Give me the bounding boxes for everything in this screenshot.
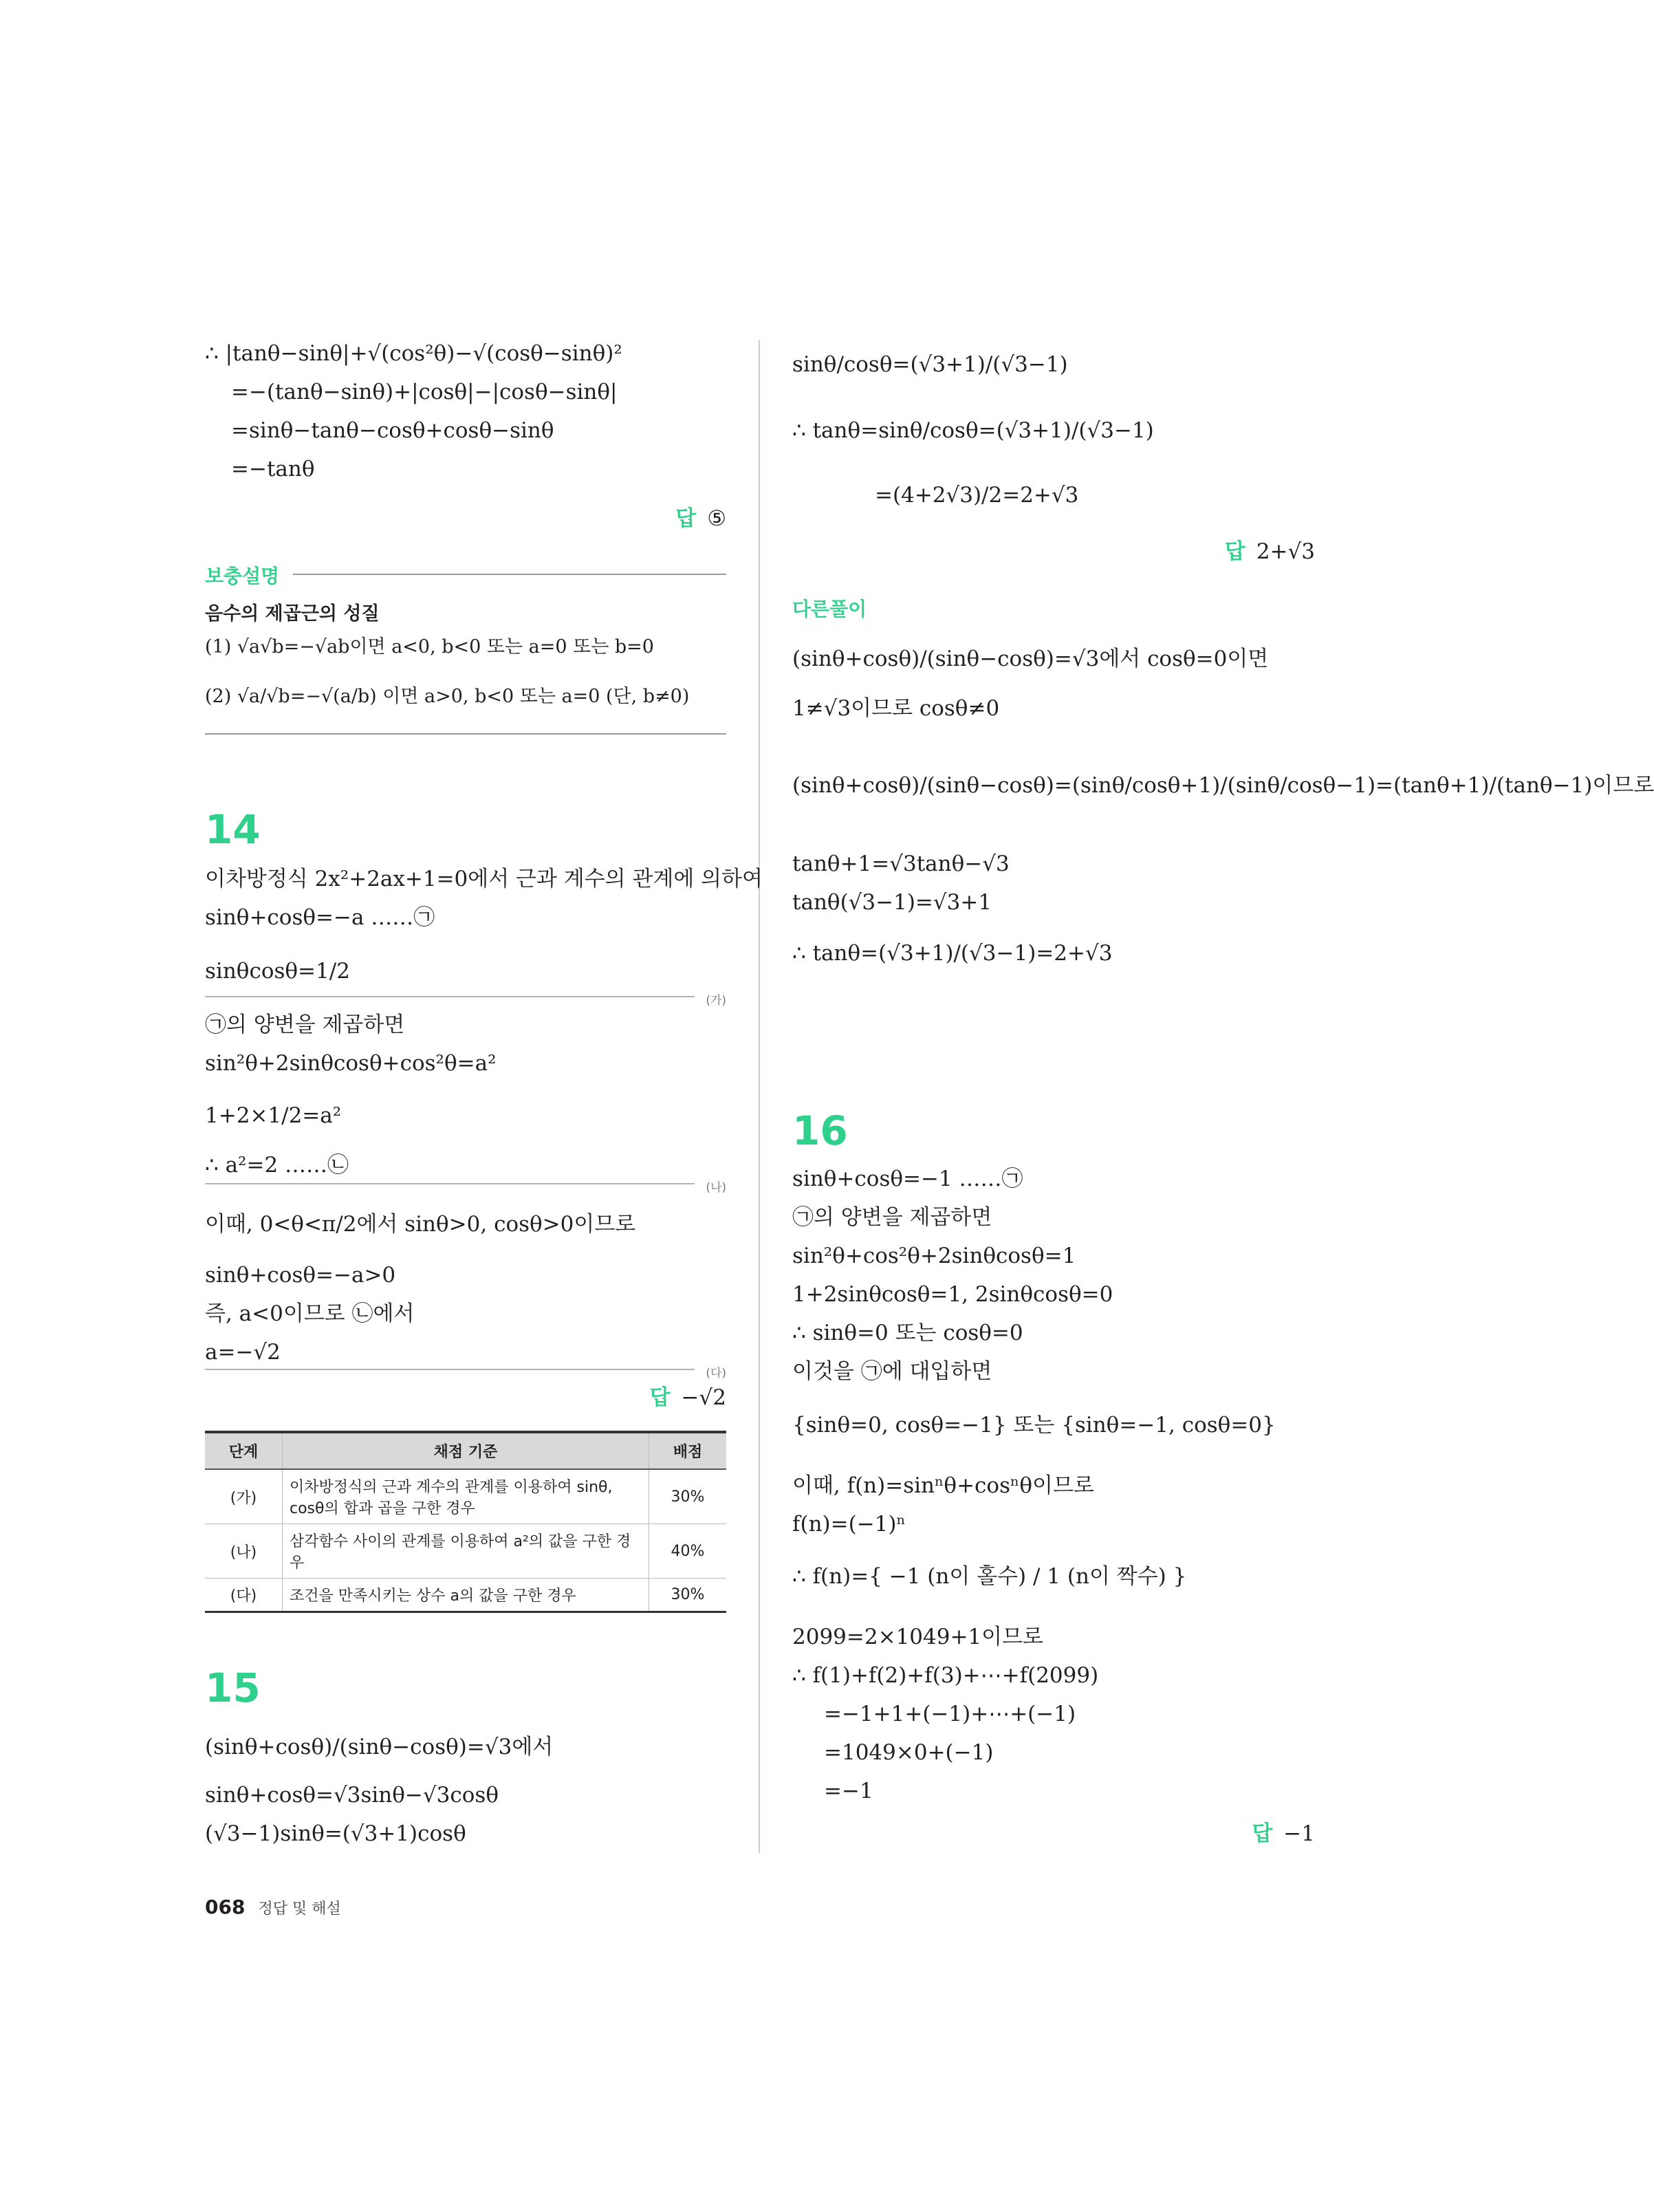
- table-row: [205, 1579, 726, 1612]
- table-cell: (가): [205, 1469, 283, 1524]
- eq-line: (√3−1)sinθ=(√3+1)cosθ: [205, 1821, 466, 1846]
- step-mark: (가): [706, 994, 726, 1008]
- table-cell: (나): [205, 1524, 283, 1579]
- eq-line: tanθ(√3−1)=√3+1: [792, 890, 992, 915]
- eq-line: 이차방정식 2x²+2ax+1=0에서 근과 계수의 관계에 의하여: [205, 867, 763, 891]
- supplement-header: 보충설명: [205, 565, 280, 587]
- eq-line: =−(tanθ−sinθ)+|cosθ|−|cosθ−sinθ|: [231, 380, 618, 404]
- table-cell: 삼각함수 사이의 관계를 이용하여 a²의 값을 구한 경우: [283, 1524, 649, 1579]
- eq-line: =−1+1+(−1)+⋯+(−1): [824, 1702, 1076, 1726]
- column-header: 배점: [649, 1432, 727, 1469]
- eq-line: {sinθ=0, cosθ=−1} 또는 {sinθ=−1, cosθ=0}: [792, 1413, 1276, 1438]
- eq-line: =sinθ−tanθ−cosθ+cosθ−sinθ: [231, 418, 554, 443]
- eq-line: sinθ+cosθ=−a>0: [205, 1263, 396, 1288]
- eq-line: ∴ tanθ=(√3+1)/(√3−1)=2+√3: [792, 941, 1113, 966]
- eq-line: (sinθ+cosθ)/(sinθ−cosθ)=√3에서 cosθ=0이면: [792, 647, 1269, 671]
- table-cell: 조건을 만족시키는 상수 a의 값을 구한 경우: [283, 1579, 649, 1612]
- step-rule: [205, 1183, 695, 1184]
- eq-line: sinθcosθ=1/2: [205, 959, 350, 984]
- supplement-item: (1) √a√b=−√ab이면 a<0, b<0 또는 a=0 또는 b=0: [205, 636, 654, 658]
- eq-line: sinθ+cosθ=−a ……㉠: [205, 905, 435, 930]
- column-header: 단계: [205, 1432, 283, 1469]
- answer-label: 답: [1252, 1821, 1273, 1846]
- eq-line: sinθ+cosθ=√3sinθ−√3cosθ: [205, 1783, 499, 1808]
- step-mark: (다): [706, 1367, 726, 1380]
- eq-line: sinθ+cosθ=−1 ……㉠: [792, 1167, 1023, 1191]
- eq-line: ∴ tanθ=sinθ/cosθ=(√3+1)/(√3−1): [792, 418, 1154, 443]
- eq-line: ∴ f(1)+f(2)+f(3)+⋯+f(2099): [792, 1663, 1099, 1688]
- step-rule: [205, 996, 695, 997]
- eq-line: tanθ+1=√3tanθ−√3: [792, 852, 1010, 876]
- eq-line: =(4+2√3)/2=2+√3: [875, 483, 1079, 508]
- answer-13: 답 ⑤: [675, 506, 726, 531]
- eq-line: 1+2×1/2=a²: [205, 1103, 342, 1128]
- step-mark: (나): [706, 1181, 726, 1195]
- supplement-title: 음수의 제곱근의 성질: [205, 603, 380, 625]
- problem-number-14: 14: [205, 806, 261, 853]
- eq-line: =−1: [824, 1779, 873, 1803]
- eq-line: ∴ sinθ=0 또는 cosθ=0: [792, 1321, 1023, 1345]
- divider-line: [205, 733, 726, 735]
- answer-label: 답: [1224, 539, 1245, 564]
- answer-14: 답 −√2: [649, 1385, 726, 1410]
- book-section-title: 정답 및 해설: [258, 1900, 341, 1918]
- table-row: [205, 1469, 726, 1524]
- supplement-item: (2) √a/√b=−√(a/b) 이면 a>0, b<0 또는 a=0 (단, b≠0): [205, 686, 690, 707]
- alt-solution-header: 다른풀이: [792, 598, 867, 620]
- column-header: 채점 기준: [283, 1432, 649, 1469]
- eq-line: 1+2sinθcosθ=1, 2sinθcosθ=0: [792, 1282, 1113, 1307]
- eq-line: (sinθ+cosθ)/(sinθ−cosθ)=(sinθ/cosθ+1)/(sinθ/cosθ−1)=(tanθ+1)/(tanθ−1)이므로: [792, 773, 1654, 798]
- table-cell: (다): [205, 1579, 283, 1612]
- eq-line: ∴ f(n)={ −1 (n이 홀수) / 1 (n이 짝수) }: [792, 1564, 1187, 1589]
- eq-line: 이때, f(n)=sinⁿθ+cosⁿθ이므로: [792, 1473, 1094, 1498]
- answer-label: 답: [649, 1385, 671, 1410]
- eq-line: sin²θ+2sinθcosθ+cos²θ=a²: [205, 1051, 497, 1076]
- eq-line: sin²θ+cos²θ+2sinθcosθ=1: [792, 1244, 1076, 1268]
- page-number: 068: [205, 1896, 246, 1918]
- table-header-row: [205, 1432, 726, 1469]
- table-cell: 40%: [649, 1524, 727, 1579]
- eq-line: 이것을 ㉠에 대입하면: [792, 1359, 992, 1384]
- table-row: [205, 1524, 726, 1579]
- answer-16: 답 −1: [1252, 1821, 1315, 1846]
- eq-line: 이때, 0<θ<π/2에서 sinθ>0, cosθ>0이므로: [205, 1212, 636, 1237]
- page-footer: [205, 1896, 341, 1918]
- eq-line: f(n)=(−1)ⁿ: [792, 1512, 906, 1537]
- table-cell: 이차방정식의 근과 계수의 관계를 이용하여 sinθ, cosθ의 합과 곱을 구한 경우: [283, 1469, 649, 1524]
- problem-number-15: 15: [205, 1665, 261, 1711]
- table-cell: 30%: [649, 1579, 727, 1612]
- step-rule: [205, 1369, 695, 1370]
- table-cell: 30%: [649, 1469, 727, 1524]
- eq-line: a=−√2: [205, 1340, 281, 1365]
- eq-line: (sinθ+cosθ)/(sinθ−cosθ)=√3에서: [205, 1735, 554, 1759]
- eq-line: ㉠의 양변을 제곱하면: [205, 1012, 405, 1037]
- eq-line: sinθ/cosθ=(√3+1)/(√3−1): [792, 352, 1068, 377]
- eq-line: =1049×0+(−1): [824, 1740, 994, 1765]
- answer-label: 답: [675, 506, 697, 531]
- eq-line: =−tanθ: [231, 457, 315, 481]
- column-divider: [759, 340, 760, 1853]
- answer-15: 답 2+√3: [1224, 539, 1315, 564]
- grading-table: [205, 1431, 726, 1613]
- eq-line: ∴ a²=2 ……㉡: [205, 1153, 349, 1178]
- divider-line: [293, 574, 726, 575]
- problem-number-16: 16: [792, 1107, 848, 1154]
- eq-line: 2099=2×1049+1이므로: [792, 1625, 1043, 1649]
- eq-line: 즉, a<0이므로 ㉡에서: [205, 1301, 415, 1326]
- eq-line: ㉠의 양변을 제곱하면: [792, 1205, 992, 1230]
- eq-line: 1≠√3이므로 cosθ≠0: [792, 696, 1000, 721]
- eq-line: ∴ |tanθ−sinθ|+√(cos²θ)−√(cosθ−sinθ)²: [205, 341, 622, 366]
